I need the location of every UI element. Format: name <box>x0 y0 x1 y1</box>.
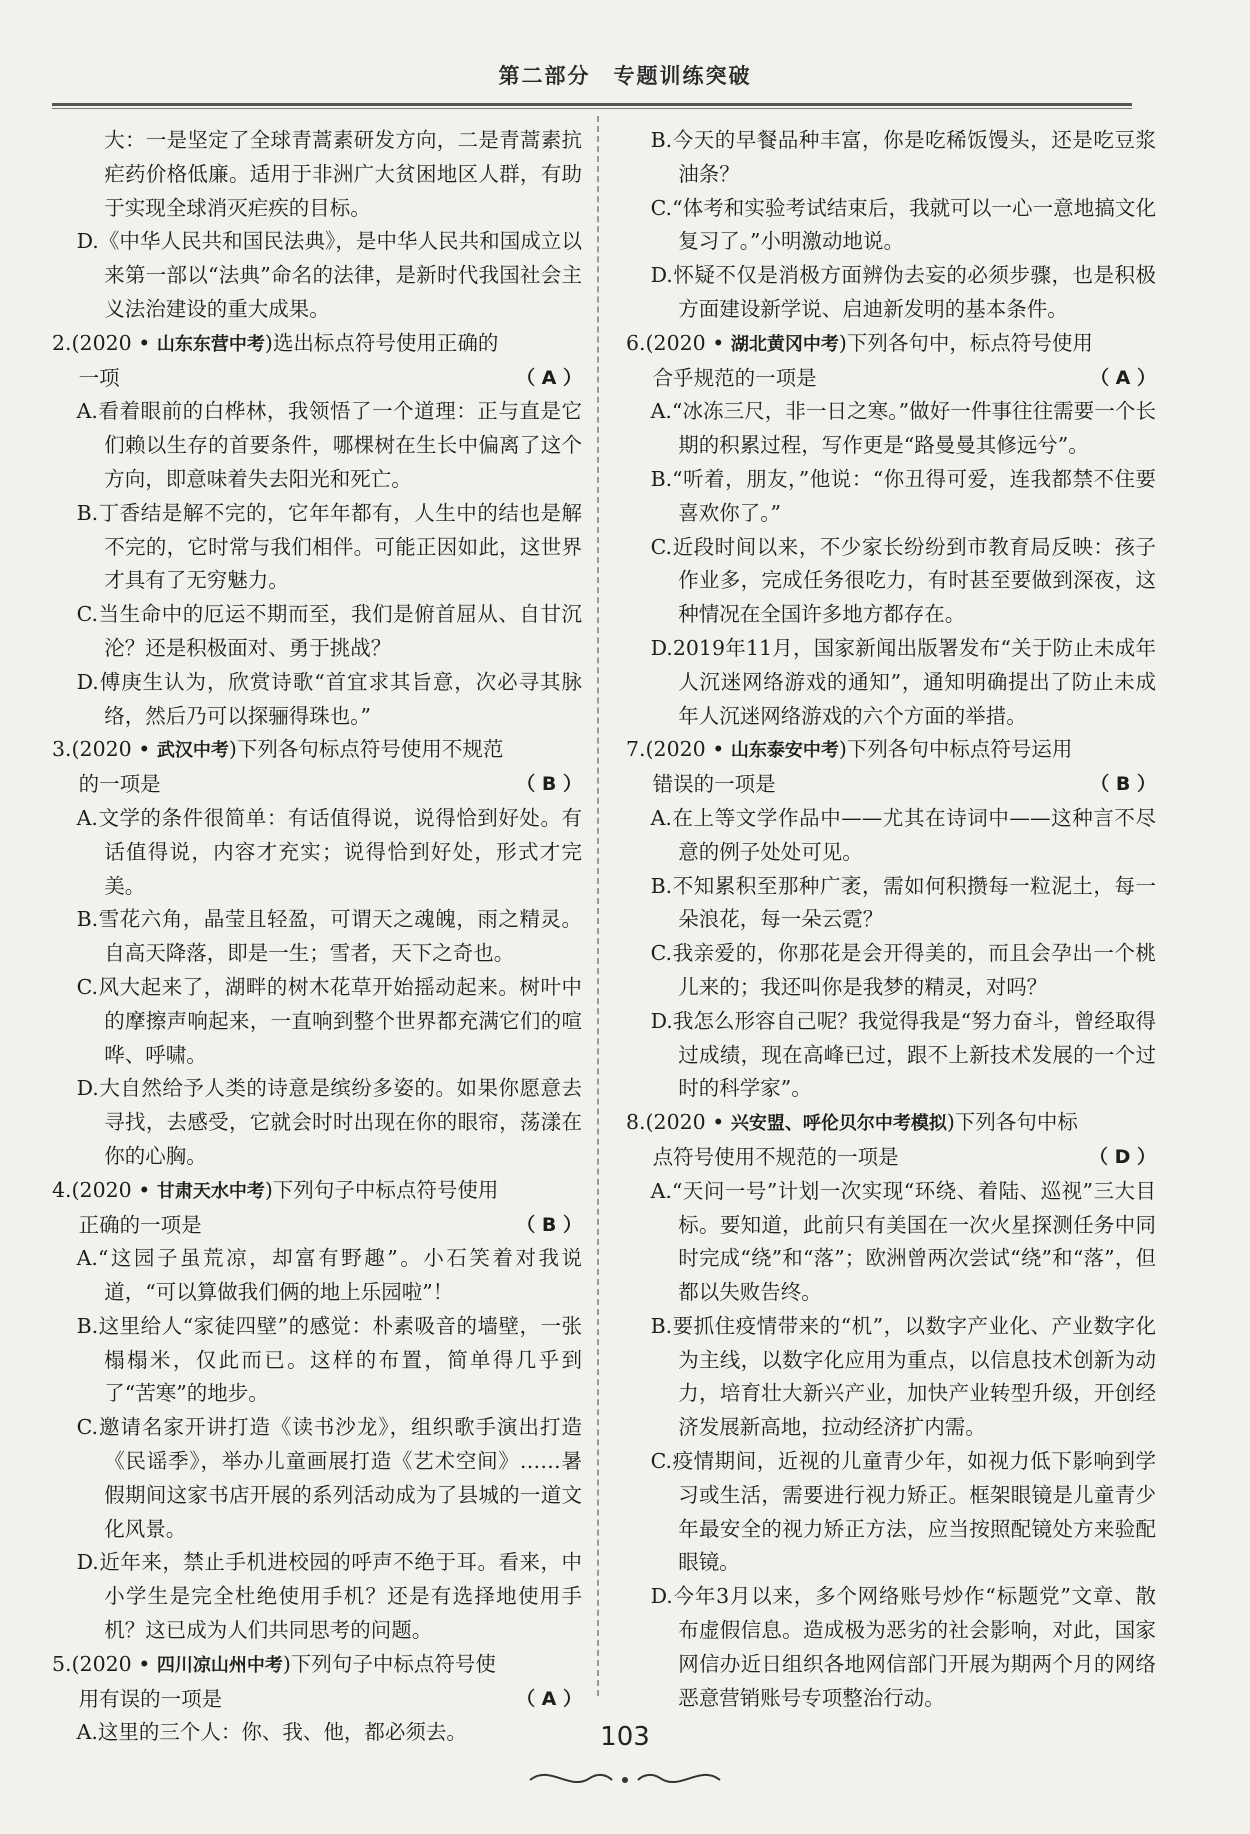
question-text: 点符号使用不规范的一项是 <box>652 1144 899 1169</box>
answer-option: C.邀请名家开讲打造《读书沙龙》，组织歌手演出打造《民谣季》，举办儿童画展打造《艺术空间》……暑假期间这家书店开展的系列活动成为了县城的一道文化风景。 <box>76 1415 582 1541</box>
answer-option: C.近段时间以来，不少家长纷纷到市教育局反映：孩子作业多，完成任务很吃力，有时甚至要做到深夜，这种情况在全国许多地方都存在。 <box>650 534 1156 627</box>
question-text: )下列各句中标 <box>946 1110 1078 1135</box>
question-text: 正确的一项是 <box>78 1212 202 1237</box>
question-text: )下列各句标点符号使用不规范 <box>228 737 504 762</box>
question-stem <box>52 733 582 768</box>
continued-text: 大：一是坚定了全球青蒿素研发方向，二是青蒿素抗疟药价格低廉。适用于非洲广大贫困地区人群，有助于实现全球消灭疟疾的目标。 <box>104 128 582 220</box>
answer-option: B.不知累积至那种广袤，需如何积攒每一粒泥土，每一朵浪花，每一朵云霓？ <box>650 873 1156 932</box>
answer-option: C.当生命中的厄运不期而至，我们是俯首屈从、自甘沉沦？还是积极面对、勇于挑战？ <box>76 602 582 660</box>
question-number: 6.(2020 • <box>626 330 731 355</box>
question-source: 兴安盟、呼伦贝尔中考模拟 <box>730 1113 947 1135</box>
answer-mark: （ A ） <box>516 1687 582 1710</box>
answer-option: B.雪花六角，晶莹且轻盈，可谓天之魂魄，雨之精灵。自高天降落，即是一生；雪者，天下之奇也。 <box>76 907 582 966</box>
question-stem <box>52 327 582 362</box>
answer-mark: （ B ） <box>516 773 582 796</box>
question-source: 四川凉山州中考 <box>156 1654 283 1676</box>
question-number: 4.(2020 • <box>52 1177 157 1202</box>
answer-option: A.这里的三个人：你、我、他，都必须去。 <box>76 1720 467 1745</box>
answer-mark: （ A ） <box>1090 366 1156 389</box>
answer-mark: （ B ） <box>516 1213 582 1236</box>
question-stem <box>52 1174 582 1209</box>
question-source: 武汉中考 <box>156 740 229 762</box>
answer-option: D.今年3月以来，多个网络账号炒作“标题党”文章、散布虚假信息。造成极为恶劣的社会影响，对此，国家网信办近日组织各地网信部门开展为期两个月的网络恶意营销账号专项整治行动。 <box>650 1584 1156 1710</box>
question-stem <box>52 1648 582 1683</box>
answer-option: A.文学的条件很简单：有话值得说，说得恰到好处。有话值得说，内容才充实；说得恰到好处，形式才完美。 <box>76 805 582 898</box>
answer-mark: （ A ） <box>516 366 582 389</box>
question-text: )下列各句中，标点符号使用 <box>838 330 1093 355</box>
question-stem <box>626 733 1156 768</box>
answer-option: D.大自然给予人类的诗意是缤纷多姿的。如果你愿意去寻找，去感受，它就会时时出现在你的眼帘，荡漾在你的心胸。 <box>76 1076 582 1168</box>
question-stem-end <box>52 362 582 396</box>
answer-option: A.“天问一号”计划一次实现“环绕、着陆、巡视”三大目标。要知道，此前只有美国在一次火星探测任务中同时完成“绕”和“落”；欧洲曾两次尝试“绕”和“落”，但都以失败告终。 <box>650 1178 1156 1305</box>
answer-option: D.傅庚生认为，欣赏诗歌“首宜求其旨意，次必寻其脉络，然后乃可以探骊得珠也。” <box>76 669 582 728</box>
question-text: 错误的一项是 <box>652 772 776 797</box>
question-number: 2.(2020 • <box>52 330 157 355</box>
answer-option: D.近年来，禁止手机进校园的呼声不绝于耳。看来，中小学生是完全杜绝使用手机？还是有选择地使用手机？这已成为人们共同思考的问题。 <box>76 1550 582 1643</box>
question-text: )下列各句中标点符号运用 <box>838 737 1073 762</box>
question-text: 用有误的一项是 <box>78 1686 223 1711</box>
answer-option: A.看着眼前的白桦林，我领悟了一个道理：正与直是它们赖以生存的首要条件，哪棵树在生长中偏离了这个方向，即意味着失去阳光和死亡。 <box>76 399 582 491</box>
answer-mark: （ D ） <box>1088 1145 1156 1168</box>
question-stem <box>626 1106 1156 1141</box>
question-text: 合乎规范的一项是 <box>652 365 817 390</box>
question-text: 的一项是 <box>78 772 161 797</box>
question-number: 5.(2020 • <box>52 1651 157 1676</box>
question-text: )下列句子中标点符号使用 <box>264 1177 499 1202</box>
answer-option: C.风大起来了，湖畔的树木花草开始摇动起来。树叶中的摩擦声响起来，一直响到整个世界都充满它们的喧哗、呼啸。 <box>76 974 582 1067</box>
question-stem <box>626 327 1156 362</box>
left-column <box>52 124 582 1750</box>
answer-option: B.这里给人“家徒四壁”的感觉：朴素吸音的墙壁，一张榻榻米，仅此而已。这样的布置，简单得几乎到了“苦寒”的地步。 <box>76 1313 582 1406</box>
question-stem-end <box>626 768 1156 802</box>
question-text: )下列句子中标点符号使 <box>282 1651 496 1676</box>
question-stem-end <box>52 768 582 802</box>
answer-mark: （ B ） <box>1090 773 1156 796</box>
answer-option: A.“这园子虽荒凉，却富有野趣”。小石笑着对我说道，“可以算做我们俩的地上乐园啦”！ <box>76 1246 582 1305</box>
answer-option: B.“听着，朋友，”他说：“你丑得可爱，连我都禁不住要喜欢你了。” <box>650 466 1156 525</box>
question-number: 3.(2020 • <box>52 737 157 762</box>
running-header: 第二部分 专题训练突破 <box>498 64 752 88</box>
question-source: 山东东营中考 <box>156 333 265 355</box>
question-number: 7.(2020 • <box>626 737 731 762</box>
question-stem-end <box>52 1683 582 1717</box>
answer-option: C.我亲爱的，你那花是会开得美的，而且会孕出一个桃儿来的；我还叫你是我梦的精灵，对吗？ <box>650 941 1156 999</box>
question-source: 甘肃天水中考 <box>156 1180 265 1202</box>
question-source: 山东泰安中考 <box>730 740 839 762</box>
question-stem-end <box>626 1141 1156 1175</box>
right-column <box>626 124 1156 1715</box>
answer-option: D.2019年11月，国家新闻出版署发布“关于防止未成年人沉迷网络游戏的通知”，通知明确提出了防止未成年人沉迷网络游戏的六个方面的举措。 <box>650 635 1156 728</box>
answer-option: D.怀疑不仅是消极方面辨伪去妄的必须步骤，也是积极方面建设新学说、启迪新发明的基本条件。 <box>650 263 1156 321</box>
question-number: 8.(2020 • <box>626 1110 731 1135</box>
answer-option: B.丁香结是解不完的，它年年都有，人生中的结也是解不完的，它时常与我们相伴。可能正因如此，这世界才具有了无穷魅力。 <box>76 500 582 593</box>
answer-option: C.疫情期间，近视的儿童青少年，如视力低下影响到学习或生活，需要进行视力矫正。框架眼镜是儿童青少年最安全的视力矫正方法，应当按照配镜处方来验配眼镜。 <box>650 1449 1156 1575</box>
answer-option: A.“冰冻三尺，非一日之寒。”做好一件事往往需要一个长期的积累过程，写作更是“路曼曼其修远兮”。 <box>650 399 1156 458</box>
question-text: 一项 <box>78 365 120 390</box>
flourish-ornament <box>520 1758 730 1798</box>
header-rule <box>52 103 1132 109</box>
column-divider <box>597 116 599 1696</box>
answer-option: C.“体考和实验考试结束后，我就可以一心一意地搞文化复习了。”小明激动地说。 <box>650 195 1156 254</box>
answer-option: D.我怎么形容自己呢？我觉得我是“努力奋斗，曾经取得过成绩，现在高峰已过，跟不上新技术发展的一个过时的科学家”。 <box>650 1008 1156 1101</box>
answer-option: D.《中华人民共和国民法典》，是中华人民共和国成立以来第一部以“法典”命名的法律，是新时代我国社会主义法治建设的重大成果。 <box>76 229 582 321</box>
question-stem-end <box>626 362 1156 396</box>
question-source: 湖北黄冈中考 <box>730 333 839 355</box>
answer-option: B.要抓住疫情带来的“机”，以数字产业化、产业数字化为主线，以数字化应用为重点，以信息技术创新为动力，培育壮大新兴产业，加快产业转型升级，开创经济发展新高地，拉动经济扩内需。 <box>650 1313 1156 1440</box>
page-number: 103 <box>600 1722 650 1752</box>
answer-option: B.今天的早餐品种丰富，你是吃稀饭馒头，还是吃豆浆油条？ <box>650 128 1156 186</box>
question-stem-end <box>52 1209 582 1243</box>
question-text: )选出标点符号使用正确的 <box>264 330 499 355</box>
answer-option: A.在上等文学作品中——尤其在诗词中——这种言不尽意的例子处处可见。 <box>650 805 1156 864</box>
